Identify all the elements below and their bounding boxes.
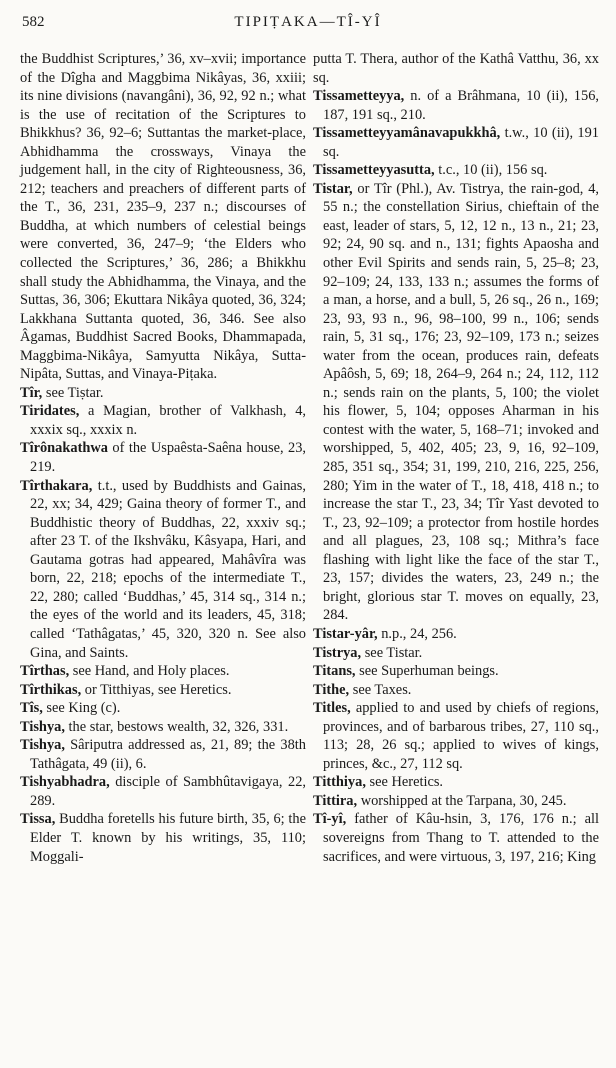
entry-headword: Tithe, xyxy=(313,681,350,698)
entry-headword: Tîrthas, xyxy=(20,663,70,680)
entry-headword: Titles, xyxy=(313,700,351,717)
entry-text: see Heretics. xyxy=(365,774,444,791)
entry-headword: Titans, xyxy=(313,663,356,680)
entry-text: or Titthiyas, see Heretics. xyxy=(81,681,232,698)
index-entry xyxy=(313,124,599,161)
index-entry xyxy=(20,477,306,662)
entry-text: n. of a Brâhmana, 10 (ii), 156, 187, 191 sq., 210. xyxy=(323,88,599,123)
entry-headword: Tî-yî, xyxy=(313,811,347,828)
index-entry xyxy=(20,662,306,681)
running-head: TIPIṬAKA—TÎ-YÎ xyxy=(234,14,382,30)
index-entry xyxy=(313,662,599,681)
index-entry xyxy=(20,773,306,810)
entry-text: Sâriputra addressed as, 21, 89; the 38th Tathâgata, 49 (ii), 6. xyxy=(30,737,306,772)
entry-headword: Tissa, xyxy=(20,811,56,828)
index-entry xyxy=(20,718,306,737)
entry-headword: Tishyabhadra, xyxy=(20,774,110,791)
entry-headword: Tistar-yâr, xyxy=(313,625,378,642)
entry-headword: Tîrthakara, xyxy=(20,477,93,494)
entry-text: worshipped at the Tarpana, 30, 245. xyxy=(357,792,567,809)
entry-text: Buddha foretells his future birth, 35, 6; the Elder T. known by his writings, 35, 110; Moggali- xyxy=(30,811,306,865)
entry-headword: Tîs, xyxy=(20,700,43,717)
index-entry xyxy=(313,644,599,663)
entry-headword: Titthiya, xyxy=(313,774,366,791)
index-entry xyxy=(313,625,599,644)
entry-headword: Tishya, xyxy=(20,737,65,754)
entry-text: t.c., 10 (ii), 156 sq. xyxy=(434,162,548,179)
index-entry xyxy=(20,402,306,439)
index-entry xyxy=(20,681,306,700)
entry-text: father of Kâu-hsin, 3, 176, 176 n.; all sovereigns from Thang to T. attended to the sacrifices, and were virtuous, 3, 197, 216; King xyxy=(323,811,599,865)
index-entry xyxy=(313,792,599,811)
entry-headword: Tistrya, xyxy=(313,644,362,661)
index-entry xyxy=(20,439,306,476)
index-entry xyxy=(313,773,599,792)
entry-text: putta T. Thera, author of the Kathâ Vatthu, 36, xx sq. xyxy=(313,51,599,86)
index-entry xyxy=(20,699,306,718)
page-number: 582 xyxy=(22,14,45,30)
entry-headword: Tîr, xyxy=(20,384,43,401)
entry-headword: Tiridates, xyxy=(20,403,80,420)
entry-text: or Tîr (Phl.), Av. Tistrya, the rain-god, 4, 55 n.; the constellation Sirius, chieftain of the east, leader of stars, 5, 12, 12 n., 13 n., 21; 23, 92; 24, 90 sq. and n., 131; fights Apaosha and other Evil Spirits and sends rain, 5, 25–8; 23, 92–109; 24, 133, 133 n.; assumes the forms of a man, a horse, and a bull, 5, 26 sq., 26 n., 169; 23, 93, 93 n., 96, 98–100, 99 n., 106; sends rain, 5, 31 sq., 176; 23, 92–109, 173 n.; seizes water from the ocean, produces rain, defeats Apâôsh, 5, 69; 18, 264–9, 264 n.; 24, 112, 112 n.; sends rain on the plants, 5, 100; the violet his flower, 5, 104; opposes Aharman in his contest with the water, 5, 168–71; invoked and worshipped, 5, 402, 405; 23, 9, 16, 92–109, 285, 351 sq., 354; 31, 199, 210, 216, 225, 256, 280; Yim in the water of T., 18, 418, 418 n.; to increase the star T., 23, 34; Tîr Yast devoted to T., 23, 92–109; a protector from hostile hordes and all plagues, 23, 108 sq.; Mithra’s face flashing with light like the face of the star T., 23, 157; divides the waters, 23, 249 n.; the bright, glorious star T. moves on equally, 23, 284. xyxy=(323,180,599,624)
entry-headword: Tistar, xyxy=(313,180,353,197)
left-column xyxy=(20,50,306,866)
entry-text: of the Uspaêsta-Saêna house, 23, 219. xyxy=(30,440,306,476)
index-entry xyxy=(313,87,599,124)
index-entry xyxy=(313,161,599,180)
index-entry xyxy=(20,384,306,403)
entry-headword: Tissametteyya, xyxy=(313,88,405,105)
entry-text: see King (c). xyxy=(42,700,121,717)
entry-headword: Tissametteyyamânavapukkhâ, xyxy=(313,125,501,142)
entry-headword: Tîrthikas, xyxy=(20,681,82,698)
entry-text: t.t., used by Buddhists and Gainas, 22, xx; 34, 429; Gaina theory of former T., and Buddhistic theory of Buddhas, 22, xxxiv sq.; after 23 T. of the Ikshvâku, Kâsyapa, Hari, and Gautama gotras had appeared, Mahâvîra was born, 22, 218; epochs of the intermediate T., 22, 280; called ‘Buddhas,’ 45, 314 sq., 314 n.; the eyes of the world and its leaders, 45, 318; called ‘Tathâgatas,’ 45, 320, 320 n. See also Gina, and Saints. xyxy=(30,477,306,661)
entry-text: see Superhuman beings. xyxy=(355,663,499,680)
entry-text: t.w., 10 (ii), 191 sq. xyxy=(323,125,599,160)
entry-text: n.p., 24, 256. xyxy=(377,625,457,642)
index-entry xyxy=(313,50,599,87)
entry-text: disciple of Sambhûtavigaya, 22, 289. xyxy=(30,774,306,809)
entry-headword: Tîrônakathwa xyxy=(20,440,108,457)
entry-text: see Tiṣtar. xyxy=(42,384,104,401)
index-entry xyxy=(313,681,599,700)
entry-headword: Tishya, xyxy=(20,718,65,735)
entry-text: applied to and used by chiefs of regions, provinces, and of barbarous tribes, 27, 110 sq., 113; 28, 26 sq.; applied to wives of kings, princes, &c., 27, 112 sq. xyxy=(323,700,599,772)
index-entry xyxy=(20,810,306,866)
entry-text: see Hand, and Holy places. xyxy=(69,663,230,680)
page-header xyxy=(22,14,594,36)
entry-text: a Magian, brother of Valkhash, 4, xxxix sq., xxxix n. xyxy=(30,403,306,438)
right-column xyxy=(313,50,599,866)
index-entry xyxy=(313,810,599,866)
entry-headword: Tissametteyyasutta, xyxy=(313,162,435,179)
entry-text: the star, bestows wealth, 32, 326, 331. xyxy=(64,718,289,735)
entry-headword: Tittira, xyxy=(313,792,358,809)
entry-text: the Buddhist Scriptures,’ 36, xv–xvii; importance of the Dîgha and Maggbima Nikâyas, 36, xxiii; its nine divisions (navangâni), 36, 92, 92 n.; what is the use of recitation of the Scriptures to Bhikkhus? 36, 92–6; Suttantas the market-place, Abhidhamma the crossways, Vinaya the judgement hall, in the city of Righteousness, 36, 212; teachers and preachers of different parts of the T., 36, 231, 235–9, 237 n.; discourses of Buddha, at which numbers of celestial beings were converted, 36, 247–9; ‘the Elders who collected the Scriptures,’ 36, 286; a Bhikkhu shall study the Abhidhamma, the Vinaya, and the Suttas, 36, 306; Ekuttara Nikâya quoted, 36, 324; Lakkhana Suttanta quoted, 36, 346. See also Âgamas, Buddhist Sacred Books, Dhammapada, Maggbima-Nikâya, Samyutta Nikâya, Sutta-Nipâta, Suttas, and Vinaya-Piṭaka. xyxy=(20,51,306,383)
index-entry xyxy=(313,699,599,773)
index-entry xyxy=(313,180,599,625)
index-entry xyxy=(20,736,306,773)
entry-text: see Taxes. xyxy=(349,681,412,698)
index-entry xyxy=(20,50,306,384)
entry-text: see Tistar. xyxy=(361,644,423,661)
